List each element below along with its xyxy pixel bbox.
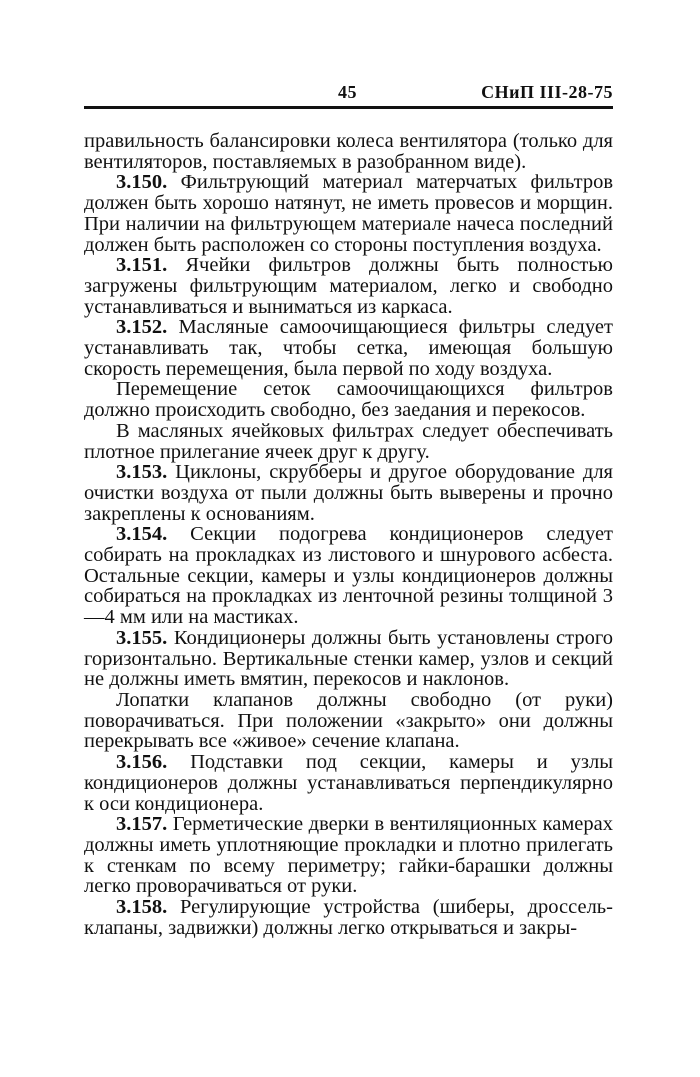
document-code: СНиП III-28-75: [481, 82, 613, 102]
clause-3-150: [84, 172, 613, 255]
clause-number: 3.152.: [116, 316, 168, 339]
paragraph-text: Регулирующие устройства (шиберы, дроссель-клапаны, задвижки) должны легко открываться и закры-: [84, 896, 613, 939]
clause-3-152: [84, 317, 613, 379]
clause-3-154: [84, 524, 613, 628]
paragraph-text: Масляные самоочищающиеся фильтры следует устанавливать так, чтобы сетка, имеющая большую скорость перемещения, была первой по ходу воздуха.: [84, 316, 613, 380]
paragraph-text: Подставки под секции, камеры и узлы кондиционеров должны устанавливаться перпендикулярно к оси кондиционера.: [84, 751, 613, 815]
paragraph-text: Фильтрующий материал матерчатых фильтров должен быть хорошо натянут, не иметь провесов и морщин. При наличии на фильтрующем материале начеса последний должен быть расположен со стороны поступления воздуха.: [84, 171, 613, 256]
paragraph-text: Кондиционеры должны быть установлены строго горизонтально. Вертикальные стенки камер, узлов и секций не должны иметь вмятин, перекосов и наклонов.: [84, 626, 613, 691]
clause-number: 3.156.: [116, 751, 168, 774]
clause-number: 3.150.: [116, 171, 168, 194]
page-number: 45: [338, 82, 357, 102]
paragraph: [84, 690, 613, 752]
paragraph-text: правильность балансировки колеса вентилятора (только для вентиляторов, поставляемых в разобранном виде).: [84, 130, 613, 173]
paragraph-continuation: [84, 131, 613, 172]
clause-3-153: [84, 462, 613, 524]
paragraph-text: Секции подогрева кондиционеров следует собирать на прокладках из листового и шнурового асбеста. Остальные секции, камеры и узлы кондиционеров должны собираться на прокладках из ленточной резины толщиной 3—4 мм или на мастиках.: [84, 523, 613, 629]
header-rule: [84, 106, 613, 109]
paragraph-text: Ячейки фильтров должны быть полностью загружены фильтрующим материалом, легко и свободно устанавливаться и выниматься из каркаса.: [84, 254, 613, 318]
paragraph-text: Циклоны, скрубберы и другое оборудование для очистки воздуха от пыли должны быть выверены и прочно закреплены к основаниям.: [84, 461, 613, 525]
document-body: [84, 131, 613, 938]
clause-number: 3.154.: [116, 523, 168, 546]
clause-number: 3.151.: [116, 254, 168, 277]
clause-number: 3.157.: [116, 813, 168, 836]
paragraph-text: Перемещение сеток самоочищающихся фильтров должно происходить свободно, без заедания и перекосов.: [84, 378, 613, 422]
paragraph-text: Герметические дверки в вентиляционных камерах должны иметь уплотняющие прокладки и плотно прилегать к стенкам по всему периметру; гайки-барашки должны легко проворачиваться от руки.: [84, 813, 613, 898]
clause-3-158: [84, 897, 613, 938]
clause-3-157: [84, 814, 613, 897]
clause-number: 3.153.: [116, 461, 168, 484]
paragraph: [84, 379, 613, 420]
clause-3-156: [84, 752, 613, 814]
paragraph-text: Лопатки клапанов должны свободно (от руки) поворачиваться. При положении «закрыто» они должны перекрывать все «живое» сечение клапана.: [84, 688, 613, 753]
paragraph-text: В масляных ячейковых фильтрах следует обеспечивать плотное прилегание ячеек друг к другу.: [84, 419, 613, 463]
paragraph: [84, 421, 613, 462]
clause-number: 3.158.: [116, 896, 168, 919]
clause-3-155: [84, 628, 613, 690]
clause-number: 3.155.: [116, 626, 168, 649]
clause-3-151: [84, 255, 613, 317]
page-header: [84, 82, 613, 104]
